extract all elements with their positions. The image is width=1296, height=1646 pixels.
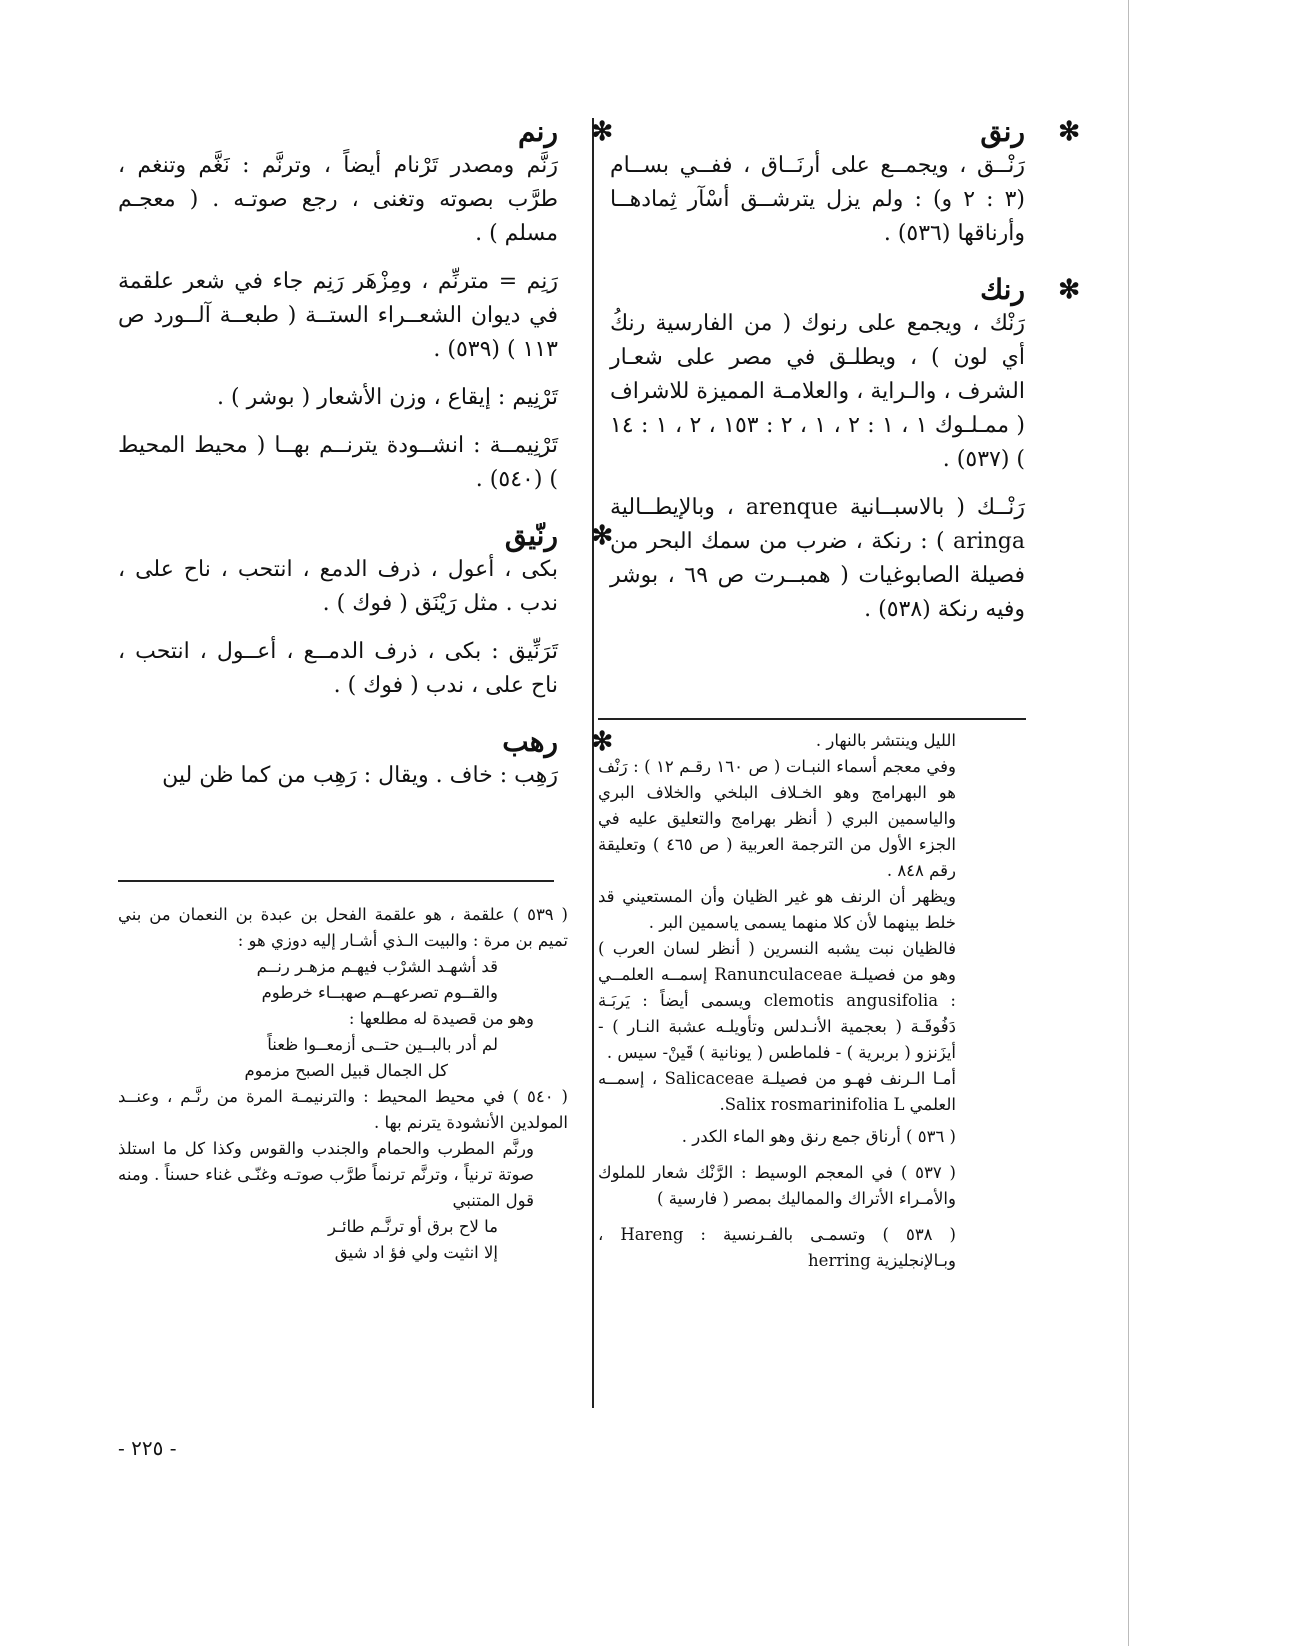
entry-headword: ✻ رنم [518, 115, 613, 148]
footnote-rule [118, 880, 554, 882]
verse-line: إلا انثيت ولي فؤ اد شيق [334, 1243, 498, 1262]
entry-rnm [118, 115, 613, 497]
footnote-538: ( ٥٣٨ ) وتسمـى بالفـرنسية : Hareng ، وبـالإنجليزية herring [598, 1225, 956, 1270]
footnote-rule [598, 718, 1026, 720]
verse-line: قد أشهـد الشرْب فيهـم مزهـر رنــم [256, 957, 498, 976]
entry-rnyq [118, 519, 613, 703]
entry-text: رَنِم = مترنِّم ، ومِزْهَر رَنِم جاء في شعر علقمة في ديوان الشعــراء الستــة ( طبعــة آلــورد ص ١١٣ ) (٥٣٩) . [118, 269, 558, 362]
entry-text: رَنْك ، ويجمع على رنوك ( من الفارسية رنكُ أي لون ) ، ويطلـق في مصر على شعـار الشرف ، والـراية ، والعلامـة المميزة للاشراف ( ممـلـوك ١ ، ١ : ٢ ، ١ ، ٢ : ١٥٣ ، ٢ ، ١ : ١٤ ) (٥٣٧) . [610, 311, 1026, 472]
left-footnotes [118, 902, 568, 1266]
asterisk-icon: ✻ [1058, 275, 1080, 305]
footnote-text: ورنَّم المطرب والحمام والجندب والقوس وكذا كل ما استلذ صوتة ترنياً ، وترنَّم ترنماً طرَّب صوتـه وغنّـى غناء حسناً . ومنه قول المتنبي [118, 1139, 534, 1210]
asterisk-icon: ✻ [591, 727, 613, 757]
verse-line: والقــوم تصرعهــم صهبــاء خرطوم [261, 983, 498, 1002]
asterisk-icon: ✻ [591, 117, 613, 147]
footnote-text: وفي معجم أسماء النبـات ( ص ١٦٠ رقـم ١٢ ) : رَنْف هو البهرامج وهو الخـلاف البلخي والخلاف البري والياسمين البري ( أنظر بهرامج والتعليق عليه في الجزء الأول من الترجمة العربية ( ص ٤٦٥ ) وتعليقة رقم ٨٤٨ . [598, 757, 956, 880]
entry-headword: ✻ رنّيق [504, 519, 613, 552]
footnote-539: ( ٥٣٩ ) علقمة ، هو علقمة الفحل بن عبدة بن النعمان من بني تميم بن مرة : والبيت الـذي أشـار إليه دوزي هو : [118, 905, 568, 950]
verse-line: كل الجمال قبيل الصبح مزموم [244, 1061, 448, 1080]
entry-text: تَرْنِيمــة : انشــودة يترنــم بهــا ( محيط المحيط ) (٥٤٠) . [118, 433, 558, 492]
entry-headword: ✻ رهب [502, 725, 613, 758]
verse-line: لم أدر بالبــين حتــى أزمعــوا ظعناً [267, 1035, 498, 1054]
page-number: - ٢٢٥ - [118, 1436, 177, 1460]
scan-edge-line [1128, 0, 1129, 1646]
footnote-536: ( ٥٣٦ ) أرناق جمع رنق وهو الماء الكدر . [681, 1127, 956, 1146]
entry-rhb [118, 725, 613, 793]
entry-text: تَرَنِّيق : بكى ، ذرف الدمــع ، أعــول ، انتحب ، ناح على ، ندب ( فوك ) . [118, 639, 558, 698]
column-divider [592, 118, 594, 1408]
entry-headword: ✻ رنق [980, 115, 1080, 148]
entry-text: بكى ، أعول ، ذرف الدمع ، انتحب ، ناح على ، ندب . مثل رَيْنَق ( فوك ) . [118, 557, 558, 616]
left-column [118, 115, 613, 793]
footnote-537: ( ٥٣٧ ) في المعجم الوسيط : الرَّنْك شعار للملوك والأمـراء الأتراك والمماليك بمصر ( فارسية ) [598, 1163, 956, 1208]
entry-text: رَنْــق ، ويجمــع على أرنَــاق ، ففــي بســام (٣ : ٢ و) : ولم يزل يترشــق أسْآر ثِمادهــا وأرناقها (٥٣٦) . [610, 153, 1025, 246]
right-column [610, 115, 1080, 627]
asterisk-icon: ✻ [1058, 117, 1080, 147]
entry-rnk [610, 273, 1080, 627]
entry-text: تَرْنِيم : إيقاع ، وزن الأشعار ( بوشر ) . [217, 385, 558, 410]
footnote-text: ويظهر أن الرنف هو غير الظيان وأن المستعيني قد خلط بينهما لأن كلا منهما يسمى ياسمين البر . [598, 887, 956, 932]
footnote-text: فالظيان نبت يشبه النسرين ( أنظر لسان العرب ) وهو من فصيلـة Ranunculaceae إسمــه العلمــي : clemotis angusifolia ويسمى أيضاً : يَربَـة دَفُوقَـة ( بعجمية الأنـدلس وتأويلـه عشبة النـار ) - أيزَنزو ( بربرية ) - فلماطس ( يونانية ) قَينْ- سيس . [598, 939, 956, 1062]
footnote-text: أمـا الـرنف فهـو من فصيلـة Salicaceae ، إسمــه العلمي Salix rosmarinifolia L. [598, 1069, 957, 1114]
entry-rnq [610, 115, 1080, 251]
entry-text: رَهِب : خاف . ويقال : رَهِب من كما ظن لين [162, 763, 558, 788]
entry-text: رَنْــك ( بالاسبــانية arenque ، وبالإيطــالية aringa ) : رنكة ، ضرب من سمك البحر من فصيلة الصابوغيات ( همبــرت ص ٦٩ ، بوشر وفيه رنكة (٥٣٨) . [610, 495, 1026, 622]
entry-text: رَنَّم ومصدر تَرْنام أيضاً ، وترنَّم : نَغَّم وتنغم ، طرَّب بصوته وتغنى ، رجع صوتـه . ( معجـم مسلم ) . [118, 153, 558, 246]
right-footnotes [598, 728, 956, 1274]
footnote-text: الليل وينتشر بالنهار . [815, 731, 956, 750]
verse-line: ما لاح برق أو ترنَّـم طائـر [328, 1217, 498, 1236]
asterisk-icon: ✻ [591, 521, 613, 551]
entry-headword: ✻ رنك [980, 273, 1080, 306]
footnote-540: ( ٥٤٠ ) في محيط المحيط : والترنيمـة المرة من رنَّـم ، وعنــد المولدين الأنشودة يترنم بها . [118, 1087, 568, 1132]
footnote-text: وهو من قصيدة له مطلعها : [348, 1009, 534, 1028]
